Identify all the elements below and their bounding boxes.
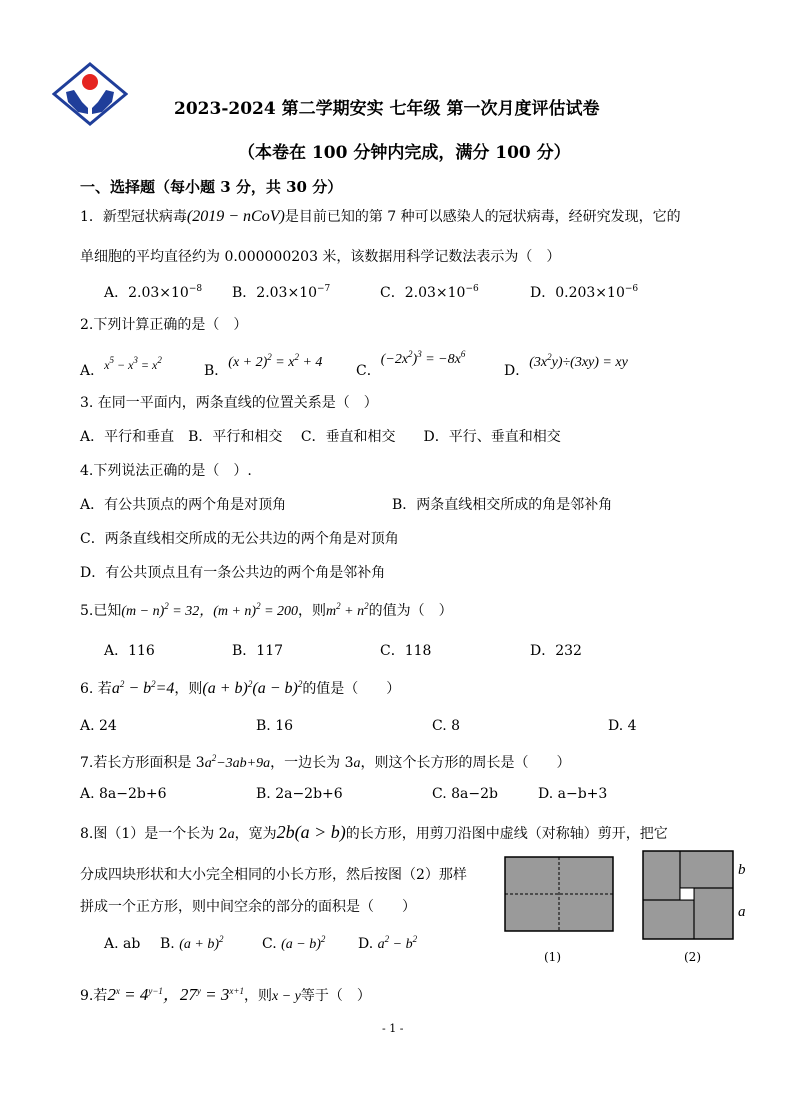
q6-option-b[interactable]: B. 16 xyxy=(256,718,294,734)
q2-option-c[interactable]: C．$(-2x^2)^3 = -8x^6$ xyxy=(356,349,466,379)
section-heading: 一、选择题（每小题 3 分，共 30 分） xyxy=(80,178,343,196)
exam-subtitle: （本卷在 100 分钟内完成，满分 100 分） xyxy=(238,143,571,163)
q4-option-d[interactable]: D．有公共顶点且有一条公共边的两个角是邻补角 xyxy=(80,565,386,581)
q9-stem: 9.若$2^x = 4^{y-1}$，$27^y = 3^{x+1}$，则x − y等于（ ） xyxy=(80,985,371,1004)
q5-option-a[interactable]: A．116 xyxy=(104,643,155,659)
figure-1-rectangle xyxy=(504,856,614,932)
q5-option-d[interactable]: D．232 xyxy=(530,643,582,659)
q8-option-d[interactable]: D. $a^2 - b^2$ xyxy=(358,934,418,952)
q8-option-a[interactable]: A. ab xyxy=(104,936,141,952)
q3-stem: 3. 在同一平面内，两条直线的位置关系是（ ） xyxy=(80,395,378,411)
q4-option-a[interactable]: A．有公共顶点的两个角是对顶角 xyxy=(80,497,287,513)
exam-title: 2023-2024 第二学期安实 七年级 第一次月度评估试卷 xyxy=(174,99,600,119)
q4-option-b[interactable]: B．两条直线相交所成的角是邻补角 xyxy=(392,497,613,513)
q8-line1: 8.图（1）是一个长为 2a，宽为2b(a > b)的长方形，用剪刀沿图中虚线（对称轴）剪开，把它 xyxy=(80,822,668,842)
q4-stem: 4.下列说法正确的是（ ）. xyxy=(80,463,252,479)
q1-option-a[interactable]: A．$2.03\times 10^{-8}$ xyxy=(104,284,203,301)
figure-2-label: (2) xyxy=(684,950,701,964)
q7-stem: 7.若长方形面积是 $3a^2-3ab+9a$，一边长为 3a，则这个长方形的周长是（ ） xyxy=(80,753,571,771)
figure-2-label-b: b xyxy=(738,862,746,878)
q7-option-b[interactable]: B. 2a−2b+6 xyxy=(256,786,343,802)
q7-option-c[interactable]: C. 8a−2b xyxy=(432,786,498,802)
q1-option-b[interactable]: B．$2.03\times 10^{-7}$ xyxy=(232,284,331,301)
q8-line3: 拼成一个正方形，则中间空余的部分的面积是（ ） xyxy=(80,899,416,915)
figure-2-square xyxy=(642,850,734,940)
q6-option-d[interactable]: D. 4 xyxy=(608,718,637,734)
q7-option-d[interactable]: D. a−b+3 xyxy=(538,786,608,802)
q2-stem: 2.下列计算正确的是（ ） xyxy=(80,317,248,333)
q7-option-a[interactable]: A. 8a−2b+6 xyxy=(80,786,167,802)
q8-option-b[interactable]: B. $(a + b)^2$ xyxy=(160,934,224,952)
q6-option-c[interactable]: C. 8 xyxy=(432,718,461,734)
q6-stem: 6. 若$a^2 - b^2=4$，则$(a + b)^2(a - b)^2$的值是（ ） xyxy=(80,679,401,697)
q4-option-c[interactable]: C．两条直线相交所成的无公共边的两个角是对顶角 xyxy=(80,531,399,547)
q1-option-c[interactable]: C．$2.03\times 10^{-6}$ xyxy=(380,284,479,301)
q2-option-a[interactable]: A．$x^5 - x^3 = x^2$ xyxy=(80,355,162,379)
school-logo xyxy=(52,62,128,126)
q1-line2: 单细胞的平均直径约为 0.000000203 米，该数据用科学记数法表示为（ ） xyxy=(80,249,561,265)
figure-2-label-a: a xyxy=(738,904,746,920)
figure-1-label: (1) xyxy=(544,950,561,964)
q5-stem: 5.已知$(m - n)^2 = 32$，$(m + n)^2 = 200$，则$m^2 + n^2$的值为（ ） xyxy=(80,601,453,619)
q5-option-b[interactable]: B．117 xyxy=(232,643,284,659)
q1-option-d[interactable]: D．$0.203\times 10^{-6}$ xyxy=(530,284,639,301)
q8-line2: 分成四块形状和大小完全相同的小长方形，然后按图（2）那样 xyxy=(80,867,467,883)
q2-option-d[interactable]: D．$(3x^2y)\div(3xy)$ = xy xyxy=(504,352,628,379)
page-number: - 1 - xyxy=(382,1022,404,1035)
q6-option-a[interactable]: A. 24 xyxy=(80,718,117,734)
q1-line1: 1．新型冠状病毒(2019 − nCoV)是目前已知的第 7 种可以感染人的冠状病毒，经研究发现，它的 xyxy=(80,208,681,225)
q8-option-c[interactable]: C. $(a - b)^2$ xyxy=(262,934,326,952)
q5-option-c[interactable]: C．118 xyxy=(380,643,432,659)
q3-options[interactable]: A．平行和垂直 B．平行和相交 C．垂直和相交 D．平行、垂直和相交 xyxy=(80,429,561,445)
q2-option-b[interactable]: B．$(x + 2)^2 = x^2 + 4$ xyxy=(204,352,323,379)
